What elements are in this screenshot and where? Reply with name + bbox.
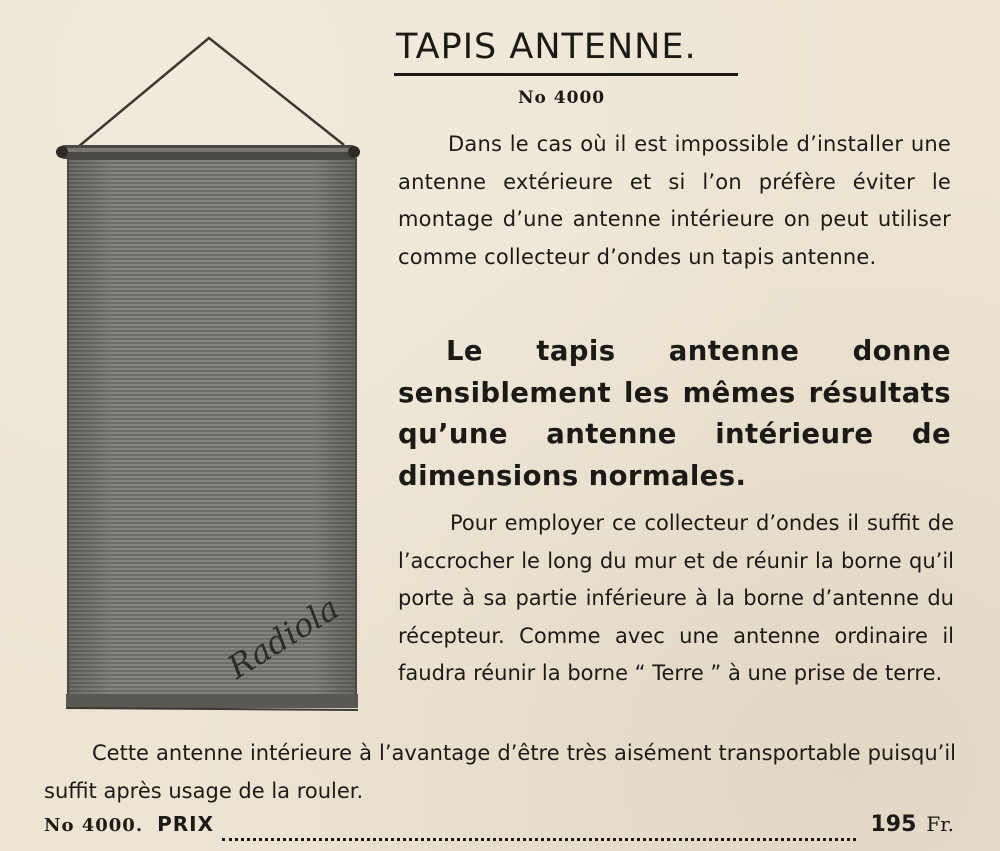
dotted-leader bbox=[222, 838, 856, 841]
hanging-carpet-antenna-icon bbox=[52, 30, 372, 720]
price-value: 195 bbox=[870, 812, 917, 837]
usage-paragraph: Pour employer ce collecteur d’ondes il suffit de l’accrocher le long du mur et de réunir la borne qu’il porte à sa partie inférieure à la borne d’antenne du récepteur. Comme avec une antenne ordinaire il faudra réunir la borne “ Terre ” à une prise de terre. bbox=[398, 511, 954, 685]
radiola-signature: Radiola bbox=[220, 588, 346, 687]
portability-paragraph: Cette antenne intérieure à l’avantage d’être très aisément transportable puisqu’il suffit après usage de la rouler. bbox=[44, 741, 956, 803]
price-currency: Fr. bbox=[926, 812, 954, 836]
page-title: TAPIS ANTENNE. bbox=[396, 27, 697, 67]
carpet-antenna-illustration bbox=[52, 30, 372, 720]
price-line bbox=[44, 812, 956, 846]
price-label: PRIX bbox=[157, 812, 215, 836]
bold-statement: Le tapis antenne donne sensiblement les mêmes résultats qu’une antenne intérieure de dimensions normales. bbox=[398, 335, 951, 492]
bottom-hem bbox=[66, 694, 358, 708]
price-reference: No 4000. bbox=[44, 815, 144, 836]
intro-paragraph: Dans le cas où il est impossible d’installer une antenne extérieure et si l’on préfère éviter le montage d’une antenne intérieure on peut utiliser comme collecteur d’ondes un tapis antenne. bbox=[398, 132, 951, 269]
reference-number: No 4000 bbox=[518, 88, 606, 108]
hanging-cord bbox=[78, 38, 344, 147]
title-underline bbox=[394, 73, 738, 76]
